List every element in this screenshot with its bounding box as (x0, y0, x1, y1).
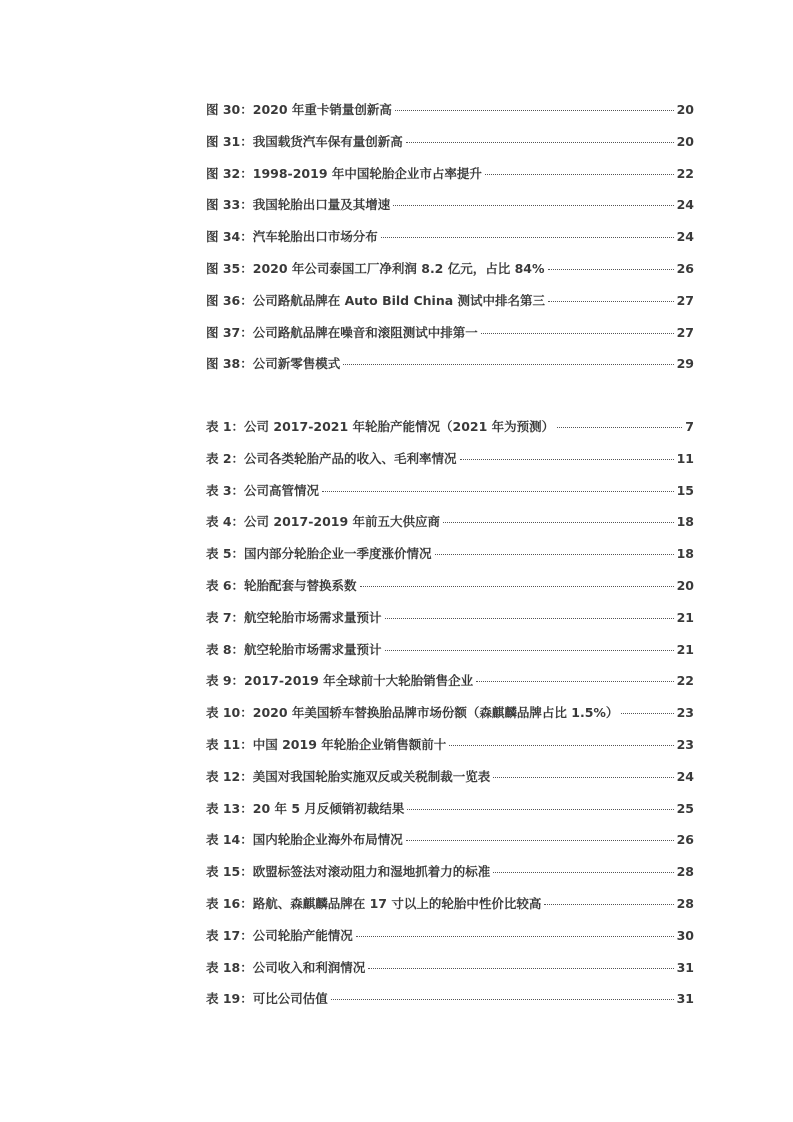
figure-entry[interactable] (206, 227, 694, 259)
table-entry[interactable] (206, 735, 694, 767)
figure-entry-page-number: 20 (676, 133, 694, 149)
table-entry-title: 表 6：轮胎配套与替换系数 (206, 577, 357, 593)
figure-entry-title: 图 38：公司新零售模式 (206, 356, 341, 372)
dot-leader (385, 618, 674, 619)
table-entry[interactable] (206, 671, 694, 703)
dot-leader (406, 840, 674, 841)
dot-leader (406, 142, 674, 143)
table-entry-title: 表 13：20 年 5 月反倾销初裁结果 (206, 800, 405, 816)
table-entry-page-number: 28 (676, 895, 694, 911)
table-entry[interactable] (206, 862, 694, 894)
figure-entry[interactable] (206, 100, 694, 132)
figure-entry-page-number: 24 (676, 229, 694, 245)
table-entry[interactable] (206, 417, 694, 449)
dot-leader (393, 205, 673, 206)
table-entry-title: 表 1：公司 2017-2021 年轮胎产能情况（2021 年为预测） (206, 419, 555, 434)
figure-entry-page-number: 22 (676, 165, 694, 181)
dot-leader (356, 936, 674, 937)
dot-leader (476, 681, 673, 682)
dot-leader (621, 713, 673, 714)
figure-entry[interactable] (206, 354, 694, 386)
figure-entry-page-number: 27 (676, 292, 694, 308)
dot-leader (548, 301, 674, 302)
table-entry-title: 表 16：路航、森麒麟品牌在 17 寸以上的轮胎中性价比较高 (206, 895, 542, 911)
dot-leader (443, 522, 674, 523)
figure-entry-page-number: 26 (676, 260, 694, 276)
figure-index-list (206, 100, 694, 386)
dot-leader (449, 745, 673, 746)
figure-entry[interactable] (206, 164, 694, 196)
figure-entry-page-number: 29 (676, 356, 694, 372)
table-entry[interactable] (206, 989, 694, 1021)
table-entry-title: 表 12：美国对我国轮胎实施双反或关税制裁一览表 (206, 768, 491, 784)
dot-leader (485, 174, 674, 175)
table-entry[interactable] (206, 830, 694, 862)
table-entry[interactable] (206, 544, 694, 576)
dot-leader (385, 650, 674, 651)
table-entry[interactable] (206, 640, 694, 672)
figure-entry-title: 图 34：汽车轮胎出口市场分布 (206, 229, 378, 245)
table-entry[interactable] (206, 481, 694, 513)
table-entry[interactable] (206, 576, 694, 608)
table-entry-title: 表 11：中国 2019 年轮胎企业销售额前十 (206, 736, 447, 752)
table-entry-title: 表 10：2020 年美国轿车替换胎品牌市场份额（森麒麟品牌占比 1.5%） (206, 705, 619, 721)
dot-leader (548, 269, 674, 270)
table-entry-page-number: 23 (676, 736, 694, 752)
table-entry-title: 表 9：2017-2019 年全球前十大轮胎销售企业 (206, 673, 474, 689)
table-entry-page-number: 31 (676, 959, 694, 975)
table-entry-page-number: 30 (676, 927, 694, 943)
table-entry-title: 表 7：航空轮胎市场需求量预计 (206, 609, 382, 625)
table-entry[interactable] (206, 703, 694, 735)
table-entry[interactable] (206, 608, 694, 640)
figure-entry-title: 图 32：1998-2019 年中国轮胎企业市占率提升 (206, 165, 482, 181)
table-entry-page-number: 18 (676, 514, 694, 530)
figure-entry-title: 图 36：公司路航品牌在 Auto Bild China 测试中排名第三 (206, 292, 546, 308)
table-entry-page-number: 15 (676, 482, 694, 498)
table-entry-page-number: 22 (676, 673, 694, 689)
figure-entry-page-number: 27 (676, 324, 694, 340)
table-entry[interactable] (206, 449, 694, 481)
dot-leader (460, 459, 674, 460)
dot-leader (395, 110, 674, 111)
table-entry[interactable] (206, 958, 694, 990)
dot-leader (435, 554, 674, 555)
figure-entry-page-number: 20 (676, 102, 694, 117)
figure-entry[interactable] (206, 132, 694, 164)
table-entry[interactable] (206, 512, 694, 544)
dot-leader (343, 364, 673, 365)
table-entry-page-number: 28 (676, 864, 694, 880)
table-entry-page-number: 23 (676, 705, 694, 721)
figure-entry[interactable] (206, 259, 694, 291)
table-entry-page-number: 18 (676, 546, 694, 562)
figure-entry-title: 图 33：我国轮胎出口量及其增速 (206, 197, 391, 213)
figure-entry-page-number: 24 (676, 197, 694, 213)
dot-leader (544, 904, 673, 905)
table-entry-page-number: 26 (676, 832, 694, 848)
table-entry-title: 表 5：国内部分轮胎企业一季度涨价情况 (206, 546, 432, 562)
figure-entry[interactable] (206, 291, 694, 323)
table-entry-page-number: 25 (676, 800, 694, 816)
table-entry-page-number: 21 (676, 641, 694, 657)
figure-entry-title: 图 30：2020 年重卡销量创新高 (206, 102, 392, 117)
figure-entry[interactable] (206, 195, 694, 227)
dot-leader (481, 333, 674, 334)
table-entry-title: 表 3：公司高管情况 (206, 482, 320, 498)
dot-leader (381, 237, 674, 238)
table-index-list (206, 417, 694, 1021)
dot-leader (493, 872, 673, 873)
table-entry[interactable] (206, 894, 694, 926)
table-entry-page-number: 24 (676, 768, 694, 784)
table-entry[interactable] (206, 926, 694, 958)
figure-entry-title: 图 37：公司路航品牌在噪音和滚阻测试中排第一 (206, 324, 478, 340)
table-entry[interactable] (206, 799, 694, 831)
table-entry-page-number: 21 (676, 609, 694, 625)
figure-entry-title: 图 35：2020 年公司泰国工厂净利润 8.2 亿元，占比 84% (206, 260, 545, 276)
table-entry-title: 表 18：公司收入和利润情况 (206, 959, 366, 975)
table-entry-page-number: 31 (676, 991, 694, 1007)
dot-leader (493, 777, 673, 778)
dot-leader (557, 427, 682, 428)
dot-leader (360, 586, 674, 587)
table-entry-title: 表 17：公司轮胎产能情况 (206, 927, 353, 943)
table-entry-title: 表 19：可比公司估值 (206, 991, 328, 1007)
table-entry-page-number: 11 (676, 450, 694, 466)
table-entry-title: 表 8：航空轮胎市场需求量预计 (206, 641, 382, 657)
table-entry-title: 表 2：公司各类轮胎产品的收入、毛利率情况 (206, 450, 457, 466)
dot-leader (331, 999, 674, 1000)
dot-leader (322, 491, 674, 492)
figure-entry[interactable] (206, 323, 694, 355)
table-entry-title: 表 4：公司 2017-2019 年前五大供应商 (206, 514, 441, 530)
dot-leader (368, 968, 673, 969)
table-entry[interactable] (206, 767, 694, 799)
dot-leader (407, 809, 673, 810)
figure-entry-title: 图 31：我国载货汽车保有量创新高 (206, 133, 403, 149)
table-entry-page-number: 7 (685, 419, 694, 434)
table-entry-page-number: 20 (676, 577, 694, 593)
table-entry-title: 表 14：国内轮胎企业海外布局情况 (206, 832, 403, 848)
table-entry-title: 表 15：欧盟标签法对滚动阻力和湿地抓着力的标准 (206, 864, 491, 880)
